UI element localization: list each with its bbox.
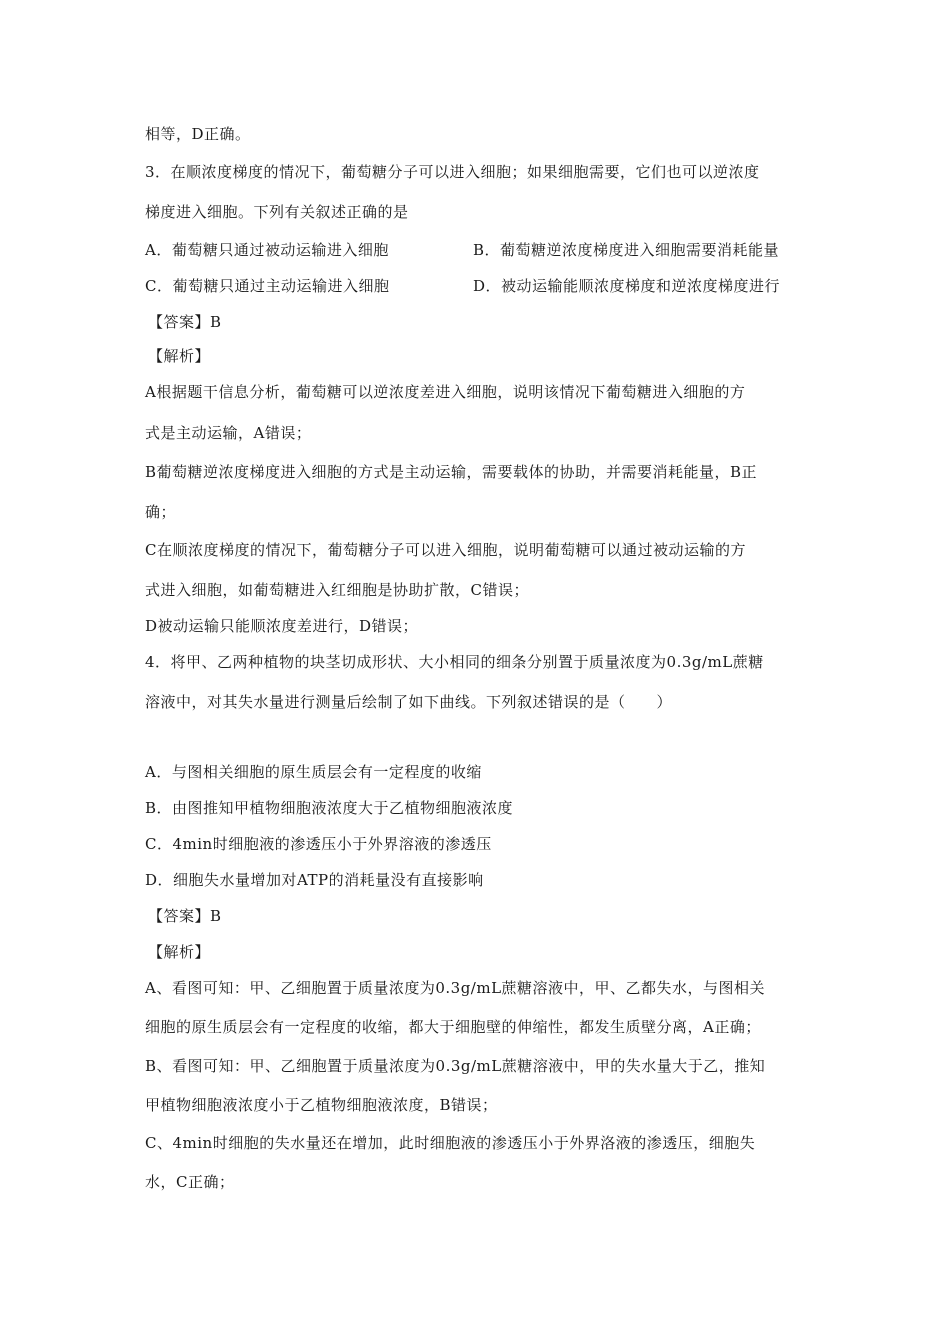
option-b: B．葡萄糖逆浓度梯度进入细胞需要消耗能量 <box>473 241 780 259</box>
option-d: D．细胞失水量增加对ATP的消耗量没有直接影响 <box>145 871 484 889</box>
analysis-text: 水，C正确； <box>145 1173 235 1191</box>
analysis-text: A根据题干信息分析，葡萄糖可以逆浓度差进入细胞，说明该情况下葡萄糖进入细胞的方 <box>145 383 746 401</box>
analysis-text: 式是主动运输，A错误； <box>145 424 312 442</box>
option-d: D．被动运输能顺浓度梯度和逆浓度梯度进行 <box>473 277 781 295</box>
option-c: C．4min时细胞液的渗透压小于外界溶液的渗透压 <box>145 835 492 853</box>
question-3-stem-cont: 梯度进入细胞。下列有关叙述正确的是 <box>145 203 409 221</box>
analysis-text: B、看图可知：甲、乙细胞置于质量浓度为0.3g/mL蔗糖溶液中，甲的失水量大于乙，推知 <box>145 1057 766 1075</box>
option-b: B．由图推知甲植物细胞液浓度大于乙植物细胞液浓度 <box>145 799 514 817</box>
analysis-text: 确； <box>145 503 177 521</box>
analysis-text: C在顺浓度梯度的情况下，葡萄糖分子可以进入细胞，说明葡萄糖可以通过被动运输的方 <box>145 541 746 559</box>
analysis-text: C、4min时细胞的失水量还在增加，此时细胞液的渗透压小于外界洛液的渗透压，细胞失 <box>145 1134 756 1152</box>
option-a: A．与图相关细胞的原生质层会有一定程度的收缩 <box>145 763 482 781</box>
analysis-text: 细胞的原生质层会有一定程度的收缩，都大于细胞壁的伸缩性，都发生质壁分离，A正确； <box>145 1018 761 1036</box>
option-c: C．葡萄糖只通过主动运输进入细胞 <box>145 277 390 295</box>
question-3-stem: 3．在顺浓度梯度的情况下，葡萄糖分子可以进入细胞；如果细胞需要，它们也可以逆浓度 <box>145 163 760 181</box>
analysis-text: 甲植物细胞液浓度小于乙植物细胞液浓度，B错误； <box>145 1096 498 1114</box>
analysis-label: 【解析】 <box>148 943 211 961</box>
answer-label: 【答案】B <box>148 907 222 925</box>
question-4-stem: 4．将甲、乙两种植物的块茎切成形状、大小相同的细条分别置于质量浓度为0.3g/mL蔗糖 <box>145 653 764 671</box>
text-line: 相等，D正确。 <box>145 125 251 143</box>
option-a: A．葡萄糖只通过被动运输进入细胞 <box>145 241 389 259</box>
answer-label: 【答案】B <box>148 313 222 331</box>
analysis-text: 式进入细胞，如葡萄糖进入红细胞是协助扩散，C错误； <box>145 581 529 599</box>
question-4-stem-cont: 溶液中，对其失水量进行测量后绘制了如下曲线。下列叙述错误的是（ ） <box>145 693 673 711</box>
analysis-label: 【解析】 <box>148 347 211 365</box>
analysis-text: B葡萄糖逆浓度梯度进入细胞的方式是主动运输，需要载体的协助，并需要消耗能量，B正 <box>145 463 758 481</box>
analysis-text: D被动运输只能顺浓度差进行，D错误； <box>145 617 419 635</box>
analysis-text: A、看图可知：甲、乙细胞置于质量浓度为0.3g/mL蔗糖溶液中，甲、乙都失水，与图相关 <box>145 979 766 997</box>
